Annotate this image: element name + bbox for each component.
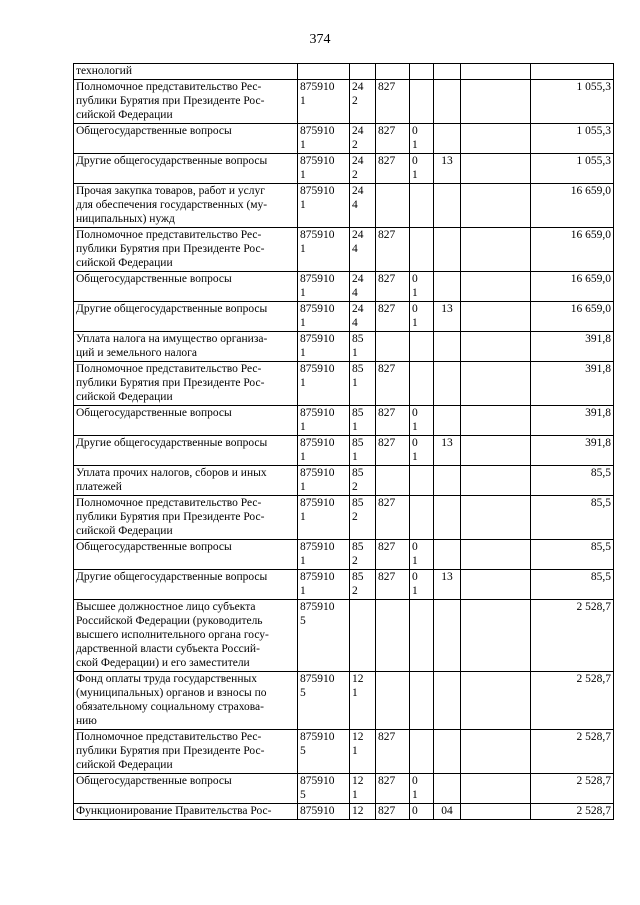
cell-amount: 85,5 xyxy=(531,466,614,496)
cell-target-article: 875910 1 xyxy=(298,228,350,272)
cell-section: 0 1 xyxy=(410,124,434,154)
table-row xyxy=(74,64,614,80)
cell-subsection xyxy=(434,600,461,672)
cell-admin-code: 827 xyxy=(376,730,410,774)
cell-section xyxy=(410,64,434,80)
budget-table xyxy=(73,63,614,820)
cell-name: Полномочное представительство Рес- публики Бурятия при Президенте Рос- сийской Федерации xyxy=(74,730,298,774)
cell-subsection xyxy=(434,64,461,80)
cell-amount: 16 659,0 xyxy=(531,184,614,228)
cell-name: Полномочное представительство Рес- публики Бурятия при Президенте Рос- сийской Федерации xyxy=(74,362,298,406)
cell-empty xyxy=(461,804,531,820)
table-row xyxy=(74,228,614,272)
cell-expense-type: 85 1 xyxy=(350,436,376,466)
cell-name: Функционирование Правительства Рос- xyxy=(74,804,298,820)
cell-expense-type: 12 1 xyxy=(350,774,376,804)
cell-section: 0 1 xyxy=(410,302,434,332)
cell-target-article: 875910 5 xyxy=(298,730,350,774)
cell-subsection xyxy=(434,496,461,540)
table-row xyxy=(74,600,614,672)
cell-name: Фонд оплаты труда государственных (муниципальных) органов и взносы по обязательному социальному страхова- нию xyxy=(74,672,298,730)
cell-name: Полномочное представительство Рес- публики Бурятия при Президенте Рос- сийской Федерации xyxy=(74,228,298,272)
cell-name: Другие общегосударственные вопросы xyxy=(74,570,298,600)
cell-target-article: 875910 1 xyxy=(298,332,350,362)
cell-empty xyxy=(461,540,531,570)
cell-name: Общегосударственные вопросы xyxy=(74,540,298,570)
table-row xyxy=(74,362,614,406)
cell-admin-code: 827 xyxy=(376,124,410,154)
cell-empty xyxy=(461,302,531,332)
cell-amount: 1 055,3 xyxy=(531,124,614,154)
cell-name: Полномочное представительство Рес- публики Бурятия при Президенте Рос- сийской Федерации xyxy=(74,496,298,540)
cell-expense-type: 85 2 xyxy=(350,466,376,496)
cell-amount xyxy=(531,64,614,80)
cell-expense-type: 85 2 xyxy=(350,570,376,600)
cell-expense-type: 12 xyxy=(350,804,376,820)
cell-subsection xyxy=(434,228,461,272)
cell-section xyxy=(410,496,434,540)
cell-admin-code: 827 xyxy=(376,774,410,804)
cell-name: Уплата прочих налогов, сборов и иных платежей xyxy=(74,466,298,496)
cell-empty xyxy=(461,730,531,774)
cell-target-article: 875910 1 xyxy=(298,80,350,124)
cell-admin-code xyxy=(376,466,410,496)
cell-name: Другие общегосударственные вопросы xyxy=(74,436,298,466)
cell-expense-type: 85 2 xyxy=(350,540,376,570)
cell-admin-code: 827 xyxy=(376,804,410,820)
cell-amount: 16 659,0 xyxy=(531,228,614,272)
cell-expense-type: 24 4 xyxy=(350,302,376,332)
cell-expense-type: 24 2 xyxy=(350,154,376,184)
cell-expense-type: 24 4 xyxy=(350,272,376,302)
cell-amount: 2 528,7 xyxy=(531,730,614,774)
table-row xyxy=(74,80,614,124)
cell-expense-type: 24 4 xyxy=(350,228,376,272)
cell-amount: 1 055,3 xyxy=(531,80,614,124)
cell-name: технологий xyxy=(74,64,298,80)
cell-expense-type: 85 1 xyxy=(350,332,376,362)
cell-amount: 391,8 xyxy=(531,332,614,362)
cell-admin-code: 827 xyxy=(376,272,410,302)
cell-admin-code: 827 xyxy=(376,406,410,436)
cell-target-article: 875910 1 xyxy=(298,272,350,302)
cell-empty xyxy=(461,80,531,124)
cell-admin-code xyxy=(376,672,410,730)
cell-subsection: 04 xyxy=(434,804,461,820)
cell-amount: 391,8 xyxy=(531,436,614,466)
cell-amount: 391,8 xyxy=(531,406,614,436)
cell-admin-code: 827 xyxy=(376,228,410,272)
cell-section: 0 1 xyxy=(410,154,434,184)
cell-section: 0 1 xyxy=(410,436,434,466)
cell-admin-code xyxy=(376,332,410,362)
page-number: 374 xyxy=(309,32,331,47)
cell-subsection xyxy=(434,540,461,570)
cell-admin-code: 827 xyxy=(376,362,410,406)
cell-target-article: 875910 1 xyxy=(298,184,350,228)
table-row xyxy=(74,272,614,302)
table-body xyxy=(74,64,614,820)
table-row xyxy=(74,730,614,774)
cell-amount: 2 528,7 xyxy=(531,600,614,672)
cell-subsection: 13 xyxy=(434,154,461,184)
cell-section: 0 1 xyxy=(410,570,434,600)
table-row xyxy=(74,466,614,496)
cell-empty xyxy=(461,184,531,228)
cell-name: Прочая закупка товаров, работ и услуг для обеспечения государственных (му- ниципальных) нужд xyxy=(74,184,298,228)
cell-target-article: 875910 1 xyxy=(298,406,350,436)
cell-name: Полномочное представительство Рес- публики Бурятия при Президенте Рос- сийской Федерации xyxy=(74,80,298,124)
cell-section xyxy=(410,332,434,362)
cell-name: Общегосударственные вопросы xyxy=(74,774,298,804)
cell-amount: 85,5 xyxy=(531,496,614,540)
cell-amount: 16 659,0 xyxy=(531,272,614,302)
cell-target-article: 875910 xyxy=(298,804,350,820)
cell-admin-code: 827 xyxy=(376,80,410,124)
cell-empty xyxy=(461,228,531,272)
cell-target-article: 875910 1 xyxy=(298,362,350,406)
cell-subsection: 13 xyxy=(434,436,461,466)
cell-section xyxy=(410,672,434,730)
cell-name: Уплата налога на имущество организа- ций и земельного налога xyxy=(74,332,298,362)
cell-name: Общегосударственные вопросы xyxy=(74,272,298,302)
cell-name: Высшее должностное лицо субъекта Российской Федерации (руководитель высшего исполнительного органа госу- дарственной власти субъекта Россий- ской Федерации) и его заместители xyxy=(74,600,298,672)
cell-name: Другие общегосударственные вопросы xyxy=(74,154,298,184)
cell-admin-code: 827 xyxy=(376,302,410,332)
cell-target-article xyxy=(298,64,350,80)
cell-admin-code: 827 xyxy=(376,540,410,570)
cell-section: 0 1 xyxy=(410,774,434,804)
cell-target-article: 875910 5 xyxy=(298,774,350,804)
cell-subsection xyxy=(434,80,461,124)
cell-subsection xyxy=(434,184,461,228)
cell-admin-code xyxy=(376,184,410,228)
cell-admin-code: 827 xyxy=(376,154,410,184)
cell-admin-code: 827 xyxy=(376,570,410,600)
cell-amount: 1 055,3 xyxy=(531,154,614,184)
cell-amount: 2 528,7 xyxy=(531,804,614,820)
cell-empty xyxy=(461,774,531,804)
cell-name: Общегосударственные вопросы xyxy=(74,406,298,436)
cell-admin-code xyxy=(376,64,410,80)
cell-target-article: 875910 1 xyxy=(298,570,350,600)
table-row xyxy=(74,570,614,600)
cell-subsection xyxy=(434,774,461,804)
cell-section xyxy=(410,466,434,496)
cell-admin-code: 827 xyxy=(376,436,410,466)
cell-section: 0 1 xyxy=(410,540,434,570)
cell-empty xyxy=(461,600,531,672)
cell-amount: 2 528,7 xyxy=(531,672,614,730)
cell-target-article: 875910 5 xyxy=(298,600,350,672)
table-row xyxy=(74,406,614,436)
cell-empty xyxy=(461,406,531,436)
table-row xyxy=(74,436,614,466)
cell-amount: 16 659,0 xyxy=(531,302,614,332)
cell-subsection xyxy=(434,672,461,730)
cell-section: 0 1 xyxy=(410,272,434,302)
cell-expense-type: 85 1 xyxy=(350,362,376,406)
table-row xyxy=(74,302,614,332)
cell-empty xyxy=(461,466,531,496)
table-row xyxy=(74,496,614,540)
cell-amount: 2 528,7 xyxy=(531,774,614,804)
cell-target-article: 875910 1 xyxy=(298,154,350,184)
cell-empty xyxy=(461,436,531,466)
cell-empty xyxy=(461,496,531,540)
cell-admin-code xyxy=(376,600,410,672)
cell-expense-type: 12 1 xyxy=(350,730,376,774)
cell-amount: 85,5 xyxy=(531,570,614,600)
table-row xyxy=(74,154,614,184)
cell-subsection xyxy=(434,406,461,436)
cell-expense-type: 85 1 xyxy=(350,406,376,436)
cell-amount: 391,8 xyxy=(531,362,614,406)
table-row xyxy=(74,124,614,154)
cell-target-article: 875910 1 xyxy=(298,436,350,466)
table-row xyxy=(74,540,614,570)
table-row xyxy=(74,332,614,362)
cell-target-article: 875910 5 xyxy=(298,672,350,730)
cell-target-article: 875910 1 xyxy=(298,496,350,540)
cell-target-article: 875910 1 xyxy=(298,540,350,570)
cell-subsection xyxy=(434,272,461,302)
cell-section xyxy=(410,362,434,406)
cell-subsection xyxy=(434,466,461,496)
cell-subsection: 13 xyxy=(434,570,461,600)
cell-expense-type: 12 1 xyxy=(350,672,376,730)
cell-empty xyxy=(461,362,531,406)
table-row xyxy=(74,672,614,730)
cell-expense-type: 24 2 xyxy=(350,80,376,124)
cell-expense-type: 24 4 xyxy=(350,184,376,228)
cell-target-article: 875910 1 xyxy=(298,124,350,154)
cell-section xyxy=(410,80,434,124)
cell-empty xyxy=(461,64,531,80)
table-row xyxy=(74,804,614,820)
cell-expense-type: 24 2 xyxy=(350,124,376,154)
cell-subsection xyxy=(434,332,461,362)
cell-section xyxy=(410,730,434,774)
cell-section xyxy=(410,600,434,672)
cell-section: 0 xyxy=(410,804,434,820)
table-row xyxy=(74,184,614,228)
cell-empty xyxy=(461,570,531,600)
cell-empty xyxy=(461,124,531,154)
cell-subsection xyxy=(434,730,461,774)
cell-subsection xyxy=(434,124,461,154)
cell-name: Общегосударственные вопросы xyxy=(74,124,298,154)
cell-empty xyxy=(461,272,531,302)
cell-expense-type: 85 2 xyxy=(350,496,376,540)
cell-section xyxy=(410,228,434,272)
cell-section: 0 1 xyxy=(410,406,434,436)
cell-admin-code: 827 xyxy=(376,496,410,540)
cell-amount: 85,5 xyxy=(531,540,614,570)
cell-expense-type xyxy=(350,64,376,80)
cell-section xyxy=(410,184,434,228)
cell-subsection xyxy=(434,362,461,406)
cell-target-article: 875910 1 xyxy=(298,302,350,332)
cell-name: Другие общегосударственные вопросы xyxy=(74,302,298,332)
table-row xyxy=(74,774,614,804)
cell-target-article: 875910 1 xyxy=(298,466,350,496)
cell-empty xyxy=(461,672,531,730)
cell-subsection: 13 xyxy=(434,302,461,332)
cell-expense-type xyxy=(350,600,376,672)
cell-empty xyxy=(461,154,531,184)
cell-empty xyxy=(461,332,531,362)
